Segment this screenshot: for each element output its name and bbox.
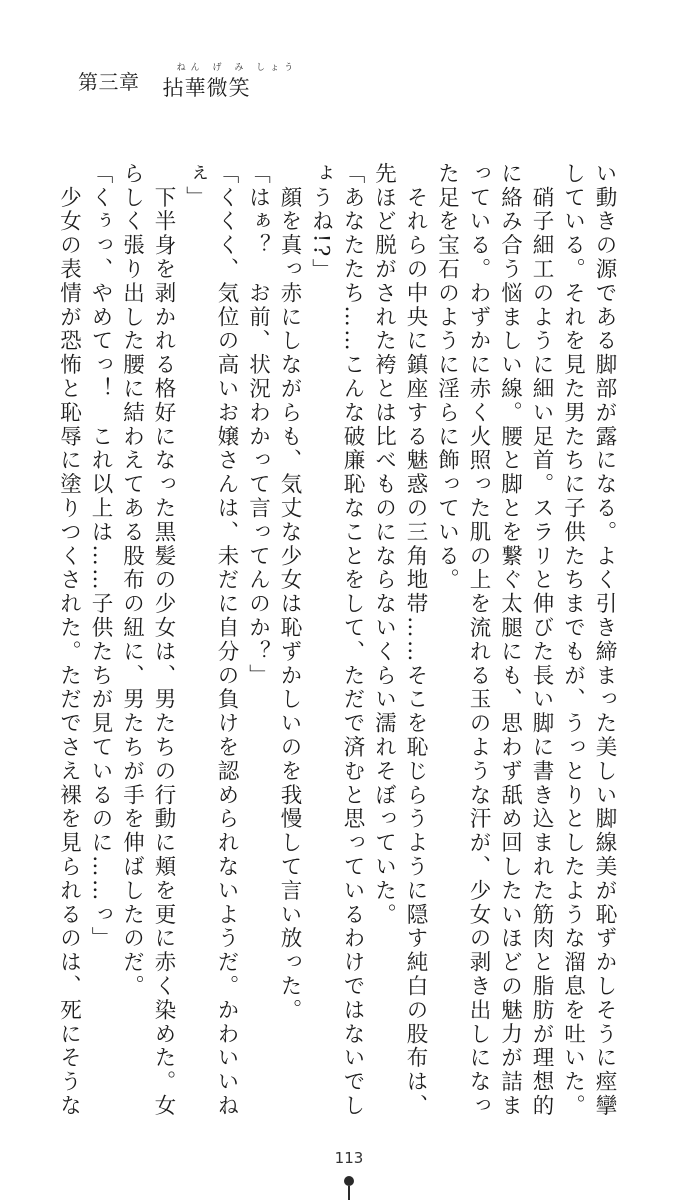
chapter-heading: [78, 62, 298, 102]
body-line: それらの中央に鎮座する魅惑の三角地帯……そこを恥じらうように隠す純白の股布は、: [403, 162, 428, 1118]
body-line: っている。わずかに赤く火照った肌の上を流れる玉のような汗が、少女の剥き出しになっ: [466, 162, 491, 1118]
body-line: 先ほど脱がされた袴とは比べものにならないくらい濡れそぼっていた。: [371, 162, 397, 927]
body-line: 「あなたたち……こんな破廉恥なことをして、ただで済むと思っているわけではないでし: [340, 162, 365, 1118]
vertical-body-text: [53, 162, 620, 1118]
body-line: ょうね!?」: [308, 162, 334, 283]
body-line: 「くぅっ、やめてっ！ これ以上は……子供たちが見ているのに……っ」: [88, 162, 113, 951]
body-line: している。それを見た男たちに子供たちまでもが、うっとりとしたような溜息を吐いた。: [560, 162, 586, 1118]
chapter-title-block: [163, 63, 299, 102]
body-line: ぇ」: [182, 162, 208, 210]
page-marker-dot: [344, 1176, 354, 1186]
page-number: 113: [334, 1149, 364, 1167]
body-line: に絡み合う悩ましい線。腰と脚とを繋ぐ太腿にも、思わず舐め回したいほどの魅力が詰ま: [497, 162, 523, 1118]
body-line: た足を宝石のように淫らに飾っている。: [434, 162, 460, 593]
body-line: 「はぁ？ お前、状況わかって言ってんのか？」: [245, 162, 271, 688]
page-marker-stem: [348, 1186, 350, 1200]
body-line: い動きの源である脚部が露になる。よく引き締まった美しい脚線美が恥ずかしそうに痙攣: [592, 162, 617, 1118]
chapter-title: 拈華微笑: [162, 76, 251, 100]
body-line: 硝子細工のように細い足首。スラリと伸びた長い脚に書き込まれた筋肉と脂肪が理想的: [529, 162, 554, 1118]
body-line: 「くくく、気位の高いお嬢さんは、未だに自分の負けを認められないようだ。かわいいね: [214, 162, 239, 1118]
body-line: 少女の表情が恐怖と恥辱に塗りつくされた。ただでさえ裸を見られるのは、死にそうな: [56, 162, 82, 1118]
body-line: 顔を真っ赤にしながらも、気丈な少女は恥ずかしいのを我慢して言い放った。: [277, 162, 302, 1023]
chapter-label: 第三章: [78, 70, 140, 94]
body-line: らしく張り出した腰に結わえてある股布の紐に、男たちが手を伸ばしたのだ。: [119, 162, 145, 999]
chapter-title-ruby: ねん げ み しょう: [176, 63, 299, 73]
body-line: 下半身を剥かれる格好になった黒髪の少女は、男たちの行動に頬を更に赤く染めた。女: [151, 162, 176, 1118]
